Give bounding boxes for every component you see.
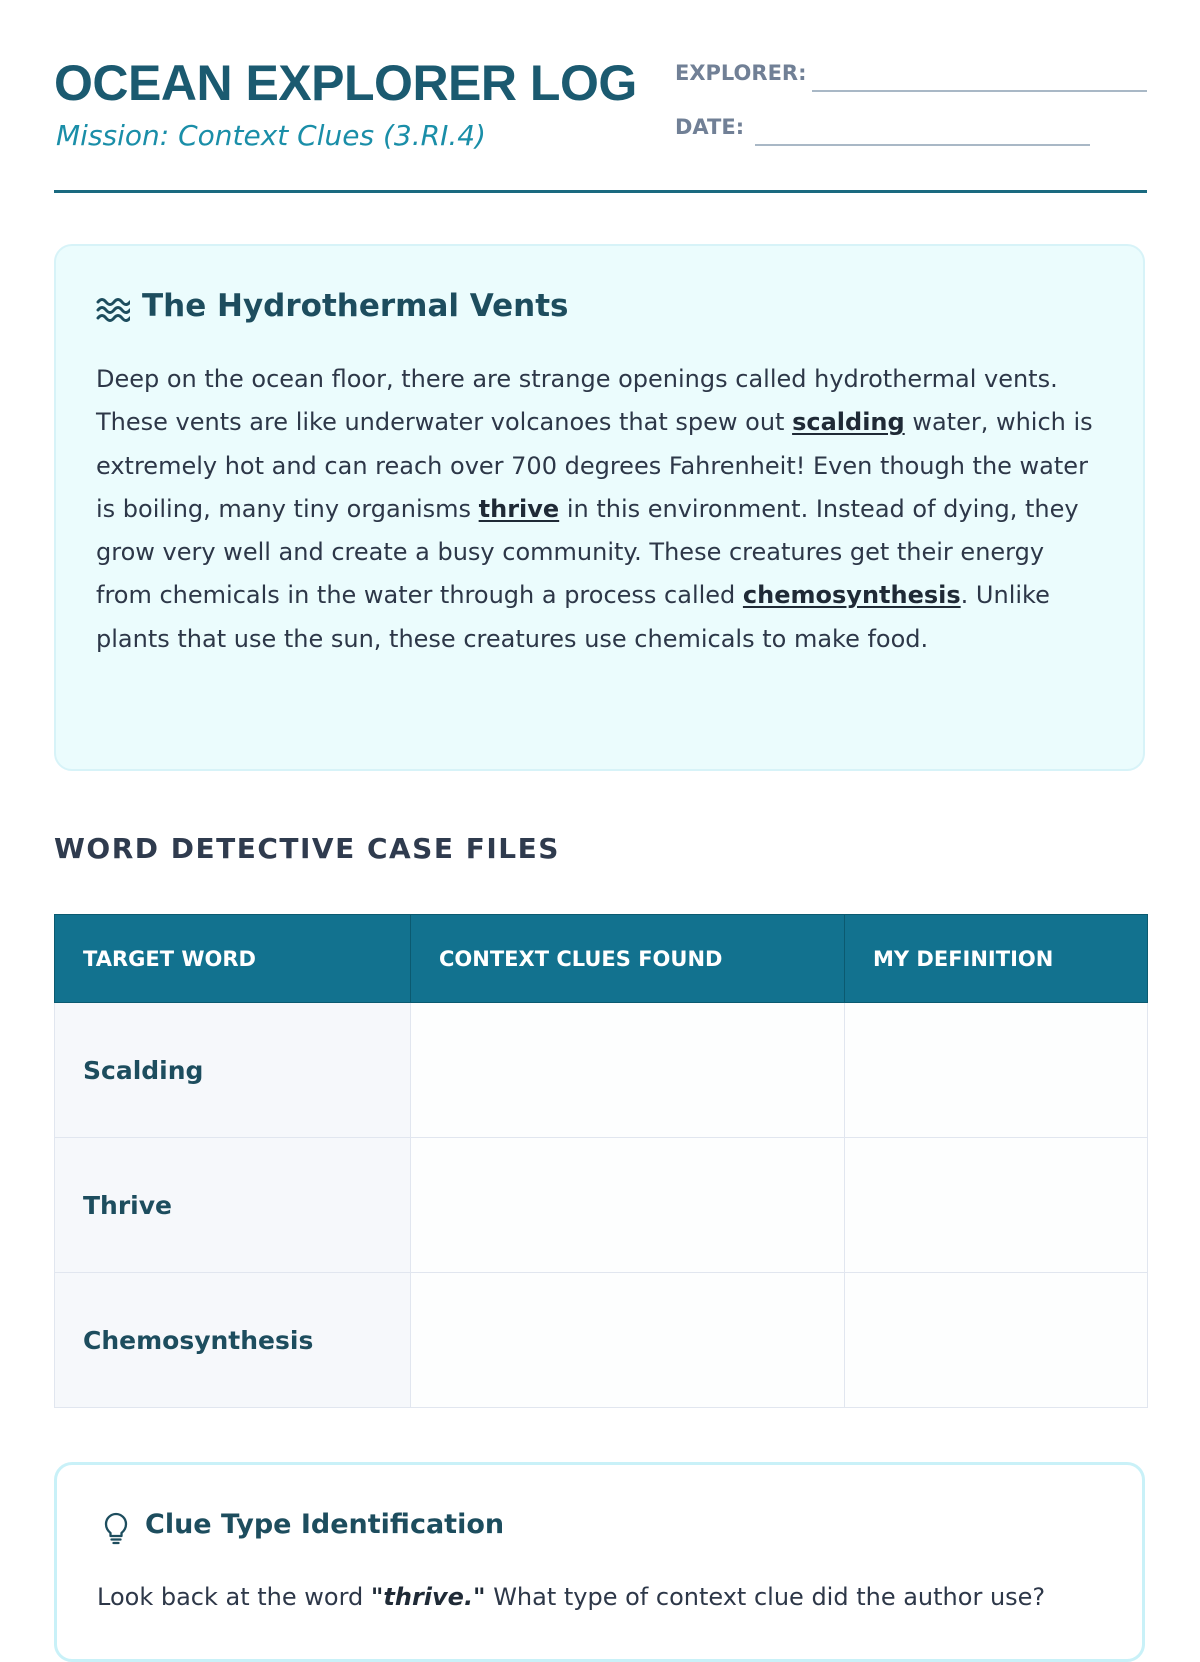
clue-box-question: Look back at the word "thrive." What type of context clue did the author use? [97, 1583, 1046, 1611]
table-row [55, 1003, 1148, 1138]
context-clues-cell[interactable] [411, 1273, 845, 1408]
vocab-word-chemosynthesis: chemosynthesis [742, 581, 961, 610]
definition-cell[interactable] [845, 1273, 1148, 1408]
page-subtitle: Mission: Context Clues (3.RI.4) [56, 119, 486, 152]
explorer-name-line[interactable] [812, 90, 1147, 92]
table-row [55, 1138, 1148, 1273]
header [54, 0, 1147, 193]
clue-box-title: Clue Type Identification [145, 1509, 505, 1540]
column-header-target-word: TARGET WORD [55, 915, 411, 1003]
clue-type-box [54, 1462, 1145, 1662]
explorer-label: EXPLORER: [675, 61, 807, 85]
context-clues-cell[interactable] [411, 1138, 845, 1273]
table-header-row [55, 915, 1148, 1003]
date-label: DATE: [675, 115, 745, 139]
passage-title: The Hydrothermal Vents [142, 288, 569, 324]
table-row [55, 1273, 1148, 1408]
case-files-heading: WORD DETECTIVE CASE FILES [54, 832, 560, 865]
target-word-cell: Scalding [55, 1003, 411, 1138]
waves-icon [96, 295, 130, 323]
passage-text: Deep on the ocean floor, there are strange openings called hydrothermal vents. These vents are like underwater volcanoes that spew out scalding water, which is extremely hot and can reach over 700 degrees Fahrenheit! Even though the water is boiling, many tiny organisms thrive in this environment. Instead of dying, they grow very well and create a busy community. These creatures get their energy from chemicals in the water through a process called chemosynthesis. Unlike plants that use the sun, these creatures use chemicals to make food. [96, 365, 1093, 653]
column-header-my-definition: MY DEFINITION [845, 915, 1148, 1003]
definition-cell[interactable] [845, 1138, 1148, 1273]
lightbulb-icon [103, 1511, 129, 1545]
column-header-context-clues: CONTEXT CLUES FOUND [411, 915, 845, 1003]
word-detective-table [54, 914, 1148, 1408]
context-clues-cell[interactable] [411, 1003, 845, 1138]
definition-cell[interactable] [845, 1003, 1148, 1138]
target-word-cell: Thrive [55, 1138, 411, 1273]
question-target-word: "thrive." [370, 1583, 486, 1611]
reading-passage-box [54, 244, 1145, 771]
date-line[interactable] [755, 144, 1090, 146]
page-title: OCEAN EXPLORER LOG [54, 55, 637, 111]
vocab-word-scalding: scalding [792, 408, 905, 437]
vocab-word-thrive: thrive [478, 494, 560, 523]
target-word-cell: Chemosynthesis [55, 1273, 411, 1408]
